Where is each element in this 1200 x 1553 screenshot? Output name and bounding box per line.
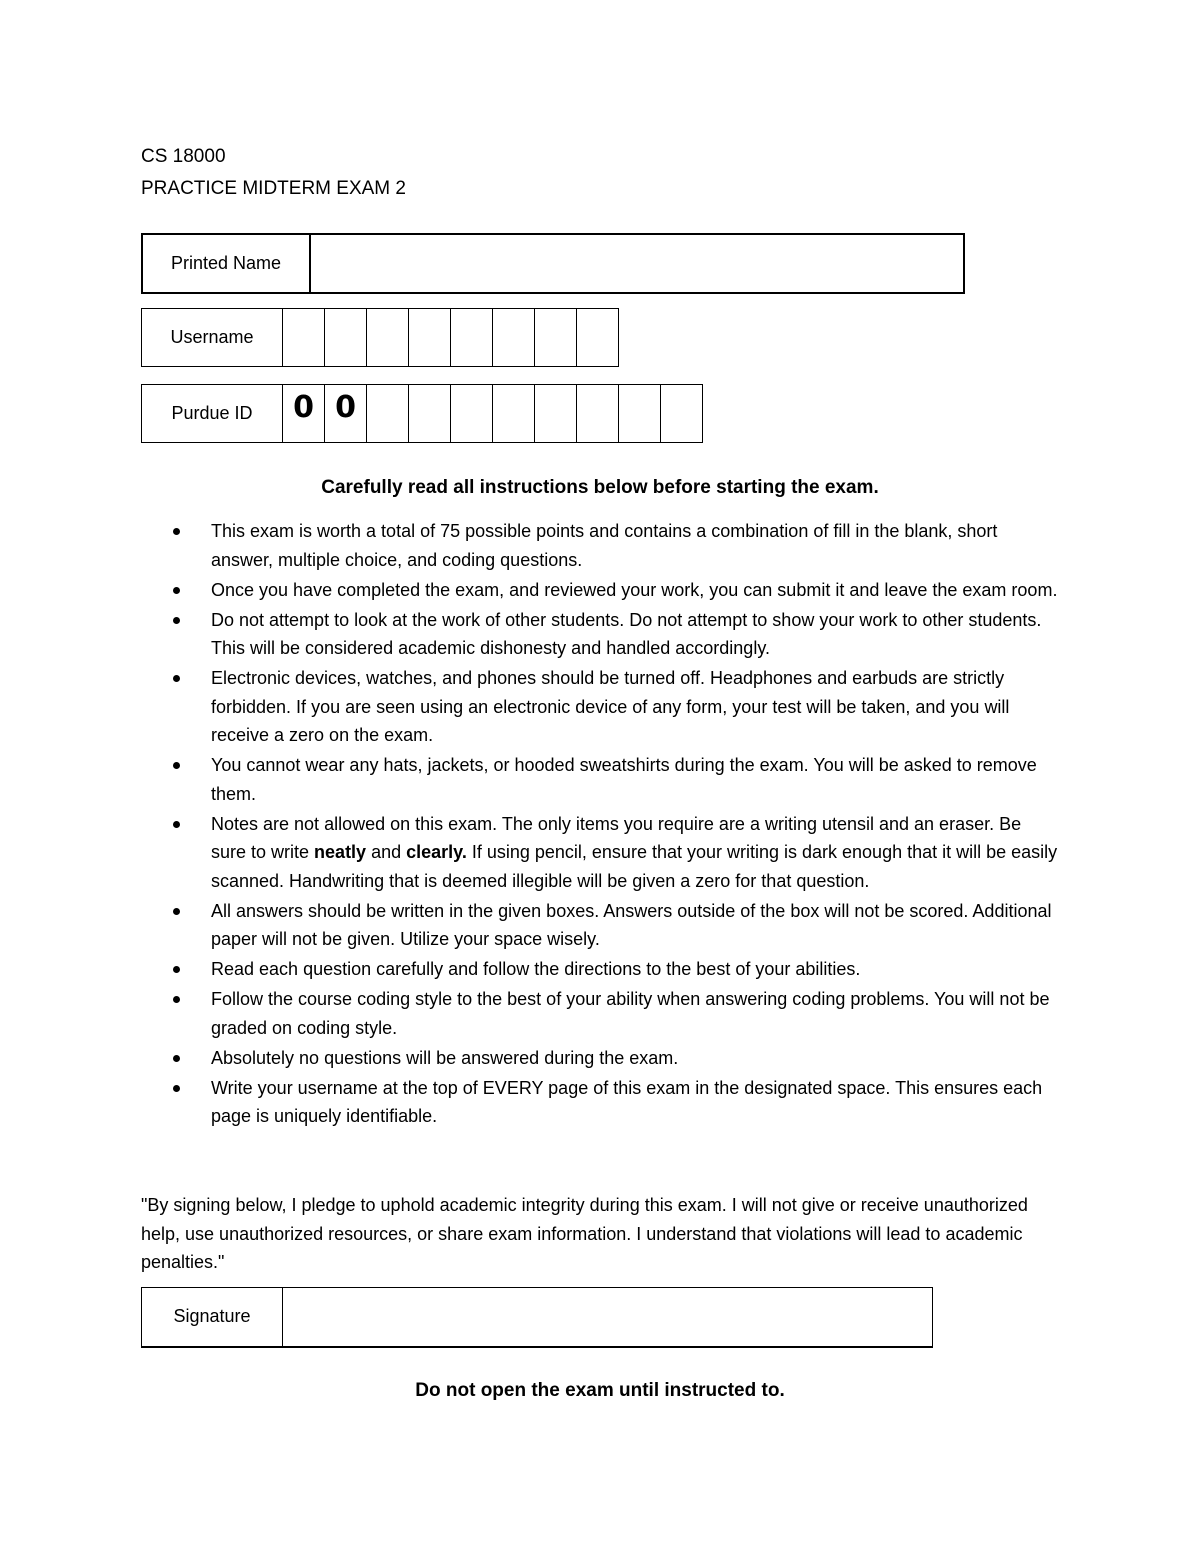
instruction-text: All answers should be written in the given boxes. Answers outside of the box will not be scored. Additional paper will not be given. Utilize your space wisely. xyxy=(211,900,1052,949)
username-char-box[interactable] xyxy=(367,309,409,367)
instruction-text: Read each question carefully and follow the directions to the best of your abilities. xyxy=(211,959,861,979)
purdue-id-digit-box[interactable] xyxy=(535,385,577,443)
instruction-text: Do not attempt to look at the work of other students. Do not attempt to show your work to other students. This will be considered academic dishonesty and handled accordingly. xyxy=(211,609,1042,658)
instruction-item xyxy=(141,1044,1061,1073)
exam-title: PRACTICE MIDTERM EXAM 2 xyxy=(141,178,406,199)
bullet-icon xyxy=(173,1055,180,1062)
instruction-item xyxy=(141,606,1061,663)
purdue-id-digit-box[interactable] xyxy=(325,385,367,443)
printed-name-label: Printed Name xyxy=(142,234,310,293)
signature-entry-box[interactable] xyxy=(283,1288,933,1347)
bullet-icon xyxy=(173,966,180,973)
username-char-box[interactable] xyxy=(409,309,451,367)
instructions-list xyxy=(141,517,1061,1132)
course-code: CS 18000 xyxy=(141,146,226,167)
bullet-icon xyxy=(173,821,180,828)
bullet-icon xyxy=(173,908,180,915)
username-label: Username xyxy=(142,309,283,367)
instruction-item xyxy=(141,664,1061,750)
bullet-icon xyxy=(173,587,180,594)
username-field xyxy=(141,308,619,367)
instruction-text: and xyxy=(366,842,407,862)
instruction-text: If using pencil, ensure that your writing is dark enough that it will be easily scanned. Handwriting that is deemed illegible will be given a zero for that question. xyxy=(211,842,1058,891)
username-char-box[interactable] xyxy=(325,309,367,367)
signature-label: Signature xyxy=(142,1288,283,1347)
username-char-box[interactable] xyxy=(451,309,493,367)
emphasized-text: neatly xyxy=(314,842,367,862)
username-char-box[interactable] xyxy=(535,309,577,367)
instruction-text: Notes are not allowed on this exam. The only items you require are a writing utensil and an eraser. Be sure to write xyxy=(211,813,1022,862)
instruction-text: You cannot wear any hats, jackets, or hooded sweatshirts during the exam. You will be asked to remove them. xyxy=(211,755,1037,804)
instruction-text: This exam is worth a total of 75 possible points and contains a combination of fill in the blank, short answer, multiple choice, and coding questions. xyxy=(211,521,998,570)
instruction-item xyxy=(141,985,1061,1042)
purdue-id-digit-box[interactable] xyxy=(409,385,451,443)
instruction-text: Electronic devices, watches, and phones should be turned off. Headphones and earbuds are strictly forbidden. If you are seen using an electronic device of any form, your test will be taken, and you will receive a zero on the exam. xyxy=(211,668,1010,745)
purdue-id-digit-box[interactable] xyxy=(661,385,703,443)
instruction-item xyxy=(141,955,1061,984)
username-char-box[interactable] xyxy=(493,309,535,367)
bullet-icon xyxy=(173,528,180,535)
instruction-text: Follow the course coding style to the best of your ability when answering coding problems. You will not be graded on coding style. xyxy=(211,989,1050,1038)
printed-name-entry-box[interactable] xyxy=(310,234,964,293)
purdue-id-digit-box[interactable] xyxy=(451,385,493,443)
bullet-icon xyxy=(173,996,180,1003)
instruction-text: Absolutely no questions will be answered during the exam. xyxy=(211,1047,679,1068)
username-char-box[interactable] xyxy=(577,309,619,367)
printed-name-field xyxy=(141,233,965,294)
instructions-heading: Carefully read all instructions below before starting the exam. xyxy=(321,477,879,498)
bullet-icon xyxy=(173,617,180,624)
bullet-icon xyxy=(173,762,180,769)
instruction-item xyxy=(141,1074,1061,1131)
purdue-id-prefilled-digit: 0 xyxy=(335,389,356,425)
purdue-id-field xyxy=(141,384,703,443)
purdue-id-digit-box[interactable] xyxy=(367,385,409,443)
purdue-id-digit-box[interactable] xyxy=(577,385,619,443)
closing-note: Do not open the exam until instructed to. xyxy=(415,1380,785,1401)
instruction-item xyxy=(141,576,1061,605)
integrity-pledge: "By signing below, I pledge to uphold academic integrity during this exam. I will not give or receive unauthorized help, use unauthorized resources, or share exam information. I understand that violations will lead to academic penalties." xyxy=(141,1195,1028,1272)
emphasized-text: clearly. xyxy=(406,842,467,862)
instruction-text: Write your username at the top of EVERY page of this exam in the designated space. This ensures each page is uniquely identifiable. xyxy=(211,1077,1043,1126)
instruction-item xyxy=(141,751,1061,808)
purdue-id-digit-box[interactable] xyxy=(283,385,325,443)
signature-field xyxy=(141,1287,933,1348)
purdue-id-digit-box[interactable] xyxy=(493,385,535,443)
bullet-icon xyxy=(173,1085,180,1092)
username-char-box[interactable] xyxy=(283,309,325,367)
instruction-item xyxy=(141,810,1061,896)
purdue-id-digit-box[interactable] xyxy=(619,385,661,443)
instruction-item xyxy=(141,517,1061,574)
purdue-id-prefilled-digit: 0 xyxy=(293,389,314,425)
instruction-text: Once you have completed the exam, and reviewed your work, you can submit it and leave the exam room. xyxy=(211,579,1058,600)
bullet-icon xyxy=(173,675,180,682)
instruction-item xyxy=(141,897,1061,954)
purdue-id-label: Purdue ID xyxy=(142,385,283,443)
